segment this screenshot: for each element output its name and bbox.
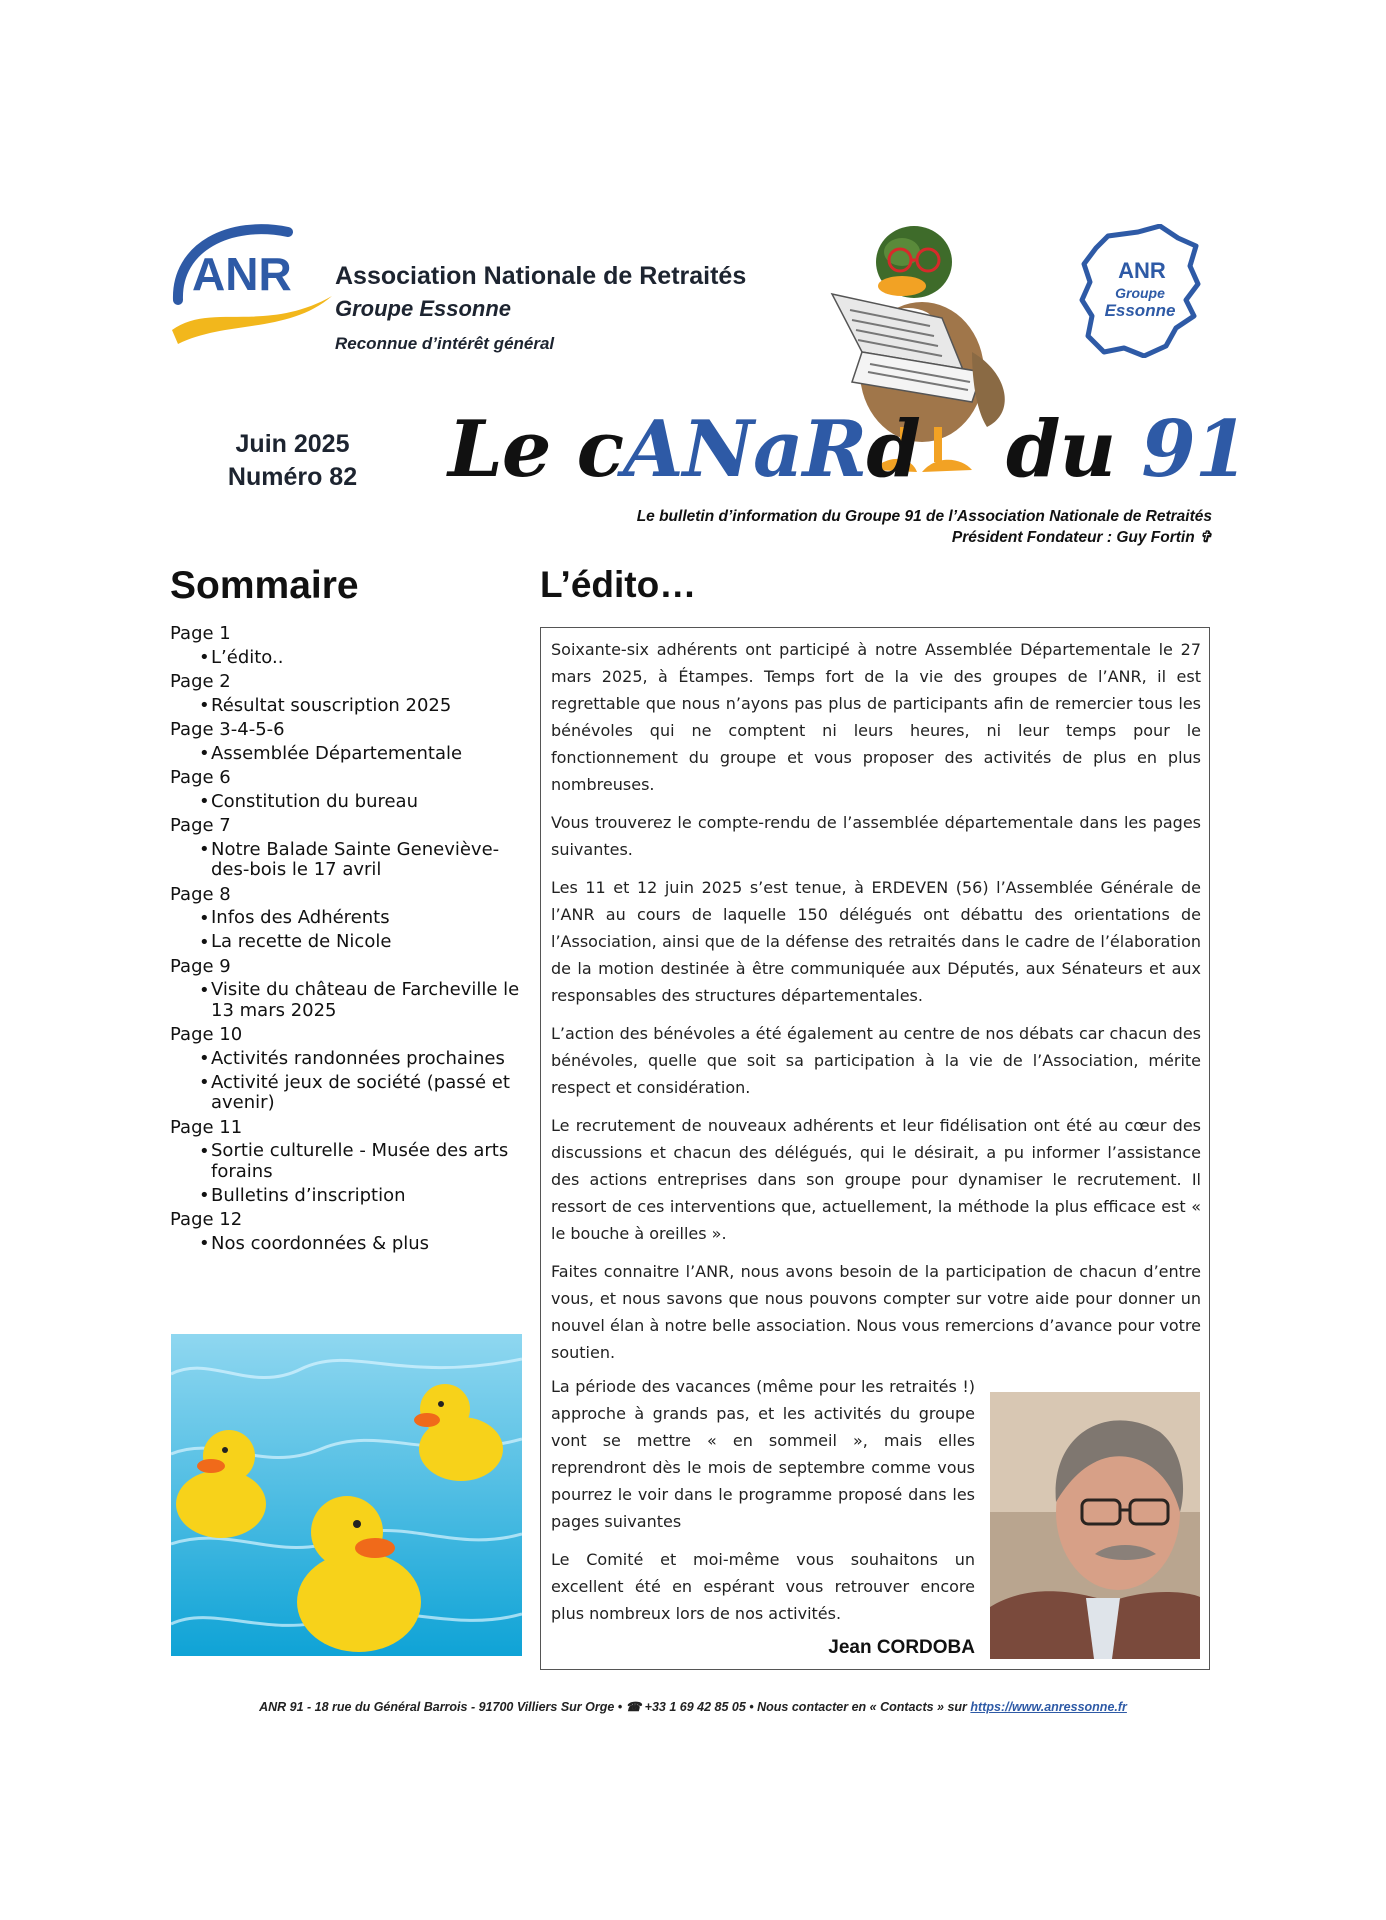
toc-entry [170,646,530,670]
edito-paragraph: Le recrutement de nouveaux adhérents et leur fidélisation ont été au cœur des discussions et chacun des délégués, qui le désirait, a pu informer l’assistance des actions entreprises dans son groupe pour dynamiser le recrutement. Il ressort de ces interventions que, actuellement, la méthode la plus efficace est « le bouche à oreilles ». [551,1116,1201,1243]
edito-paragraph: Les 11 et 12 juin 2025 s’est tenue, à ERDEVEN (56) l’Assemblée Générale de l’ANR au cours de laquelle 150 délégués ont débattu des orientations de l’Association, ainsi que de la défense des retraités dans le cadre de l’élaboration de la motion destinée à être communiquée aux Députés, aux Sénateurs et aux responsables des structures départementales. [551,878,1201,1005]
toc-entry-text: Activité jeux de société (passé et avenir) [211,1071,510,1113]
edito-signature: Jean CORDOBA [828,1637,975,1658]
masthead-part5: du [1006,404,1142,495]
toc-entry [170,694,530,718]
anr-essonne-map-logo [1078,224,1208,358]
bullet-icon: • [199,647,210,668]
anr-logo-block [170,222,747,372]
right-logo-anr-text: ANR [1118,258,1166,283]
toc-entry [170,931,530,955]
toc-page-label: Page 1 [170,623,231,644]
bullet-icon: • [199,1233,210,1254]
issue-info [210,428,375,494]
masthead-du91 [1006,404,1248,495]
toc-entry [170,1047,530,1071]
bullet-icon: • [199,839,210,860]
bullet-icon: • [199,907,210,929]
toc-page-label: Page 12 [170,1209,243,1230]
toc-entry-text: Activités randonnées prochaines [211,1047,505,1069]
bullet-icon: • [199,1072,210,1093]
toc-entry-text: La recette de Nicole [211,931,392,952]
org-group: Groupe Essonne [335,296,512,321]
toc-entry-text: Bulletins d’inscription [211,1184,406,1206]
toc-page-label: Page 9 [170,955,231,977]
toc-page-label: Page 8 [170,883,231,905]
masthead-part6: 91 [1141,404,1248,495]
toc-entry [170,838,530,883]
toc-entry [170,907,530,931]
toc-entry [170,1184,530,1208]
anr-logo-text: ANR [192,248,292,300]
toc-entry-text: Constitution du bureau [211,790,418,812]
footer-website-link[interactable]: https://www.anressonne.fr [970,1700,1127,1714]
bullet-icon: • [199,791,210,812]
bullet-icon: • [199,695,210,716]
edito-body [551,636,1201,1377]
rubber-ducks-photo [171,1334,522,1656]
edito-paragraph: Faites connaitre l’ANR, nous avons besoin de la participation de chacun d’entre vous, et nous savons que nous pouvons compter sur votre aide pour donner un nouvel élan à notre belle association. Nous vous remercions d’avance pour votre soutien. [551,1262,1201,1362]
anr-logo-icon [170,222,340,347]
edito-paragraph: La période des vacances (même pour les retraités !) approche à grands pas, et les activités du groupe vont se mettre « en sommeil », mais elles reprendront dès le mois de septembre comme vous pourrez le voir dans le programme proposé dans les pages suivantes [551,1377,975,1531]
subtitle-line1: Le bulletin d’information du Groupe 91 de l’Association Nationale de Retraités [636,508,1212,525]
table-of-contents [170,622,530,1256]
masthead-part1: Le c [448,404,624,495]
toc-page-label: Page 6 [170,767,231,788]
bullet-icon: • [199,979,210,1001]
toc-entry [170,742,530,766]
issue-month: Juin 2025 [235,430,350,458]
sommaire-title: Sommaire [170,564,359,607]
bullet-icon: • [199,743,210,764]
masthead-title [448,404,1248,504]
subtitle-line2: Président Fondateur : Guy Fortin ✞ [951,529,1212,546]
masthead-part2: ANa [623,404,803,495]
issue-number: Numéro 82 [227,463,358,491]
masthead-part3: R [802,404,867,495]
footer-text: ANR 91 - 18 rue du Général Barrois - 91700 Villiers Sur Orge • ☎ +33 1 69 42 85 05 • Nous contacter en « Contacts » sur [259,1700,971,1714]
toc-entry-text: Visite du château de Farcheville le 13 mars 2025 [211,979,520,1021]
bullet-icon: • [199,1140,210,1162]
edito-paragraph: Le Comité et moi-même vous souhaitons un excellent été en espérant vous retrouver encore plus nombreux lors de nos activités. [551,1550,975,1623]
toc-entry-text: Sortie culturelle - Musée des arts forains [211,1140,509,1182]
toc-entry [170,1232,530,1256]
toc-entry-text: Assemblée Départementale [211,742,463,764]
org-tagline: Reconnue d’intérêt général [335,334,555,353]
edito-body-closing [551,1373,975,1638]
footer-contact [0,1699,1386,1714]
right-logo-groupe-text: Groupe [1115,285,1165,301]
toc-entry-text: Nos coordonnées & plus [211,1232,430,1254]
toc-entry [170,979,530,1024]
right-logo-essonne-text: Essonne [1104,301,1176,320]
edito-paragraph: Soixante-six adhérents ont participé à notre Assemblée Départementale le 27 mars 2025, à Étampes. Temps fort de la vie des groupes de l’ANR, il est regrettable que nous n’ayons pas plus de participants afin de remercier tous les bénévoles qui ne comptent ni leurs heures, ni leur temps pour le fonctionnement du groupe et vous proposer des activités de plus en plus nombreuses. [551,640,1201,794]
toc-entry [170,1071,530,1116]
masthead-part4: d [866,404,920,495]
toc-entry-text: Résultat souscription 2025 [211,694,452,716]
bullet-icon: • [199,1185,210,1206]
toc-page-label: Page 2 [170,671,231,692]
president-portrait-photo [990,1392,1200,1659]
toc-entry-text: Infos des Adhérents [211,907,390,928]
edito-paragraph: L’action des bénévoles a été également au centre de nos débats car chacun des bénévoles, quelle que soit sa participation à la vie de l’Association, mérite respect et considération. [551,1024,1201,1097]
toc-entry-text: L’édito.. [211,646,284,668]
edito-paragraph: Vous trouverez le compte-rendu de l’assemblée départementale dans les pages suivantes. [551,813,1201,859]
bullet-icon: • [199,1048,210,1069]
bullet-icon: • [199,931,210,953]
toc-page-label: Page 11 [170,1116,243,1138]
toc-page-label: Page 10 [170,1024,243,1045]
toc-page-label: Page 3-4-5-6 [170,719,285,740]
toc-page-label: Page 7 [170,815,231,836]
edito-title: L’édito… [540,564,697,605]
toc-entry-text: Notre Balade Sainte Geneviève-des-bois le 17 avril [211,838,500,880]
toc-entry [170,790,530,814]
toc-entry [170,1140,530,1185]
masthead-subtitle [637,506,1212,548]
org-name: Association Nationale de Retraités [335,262,747,290]
